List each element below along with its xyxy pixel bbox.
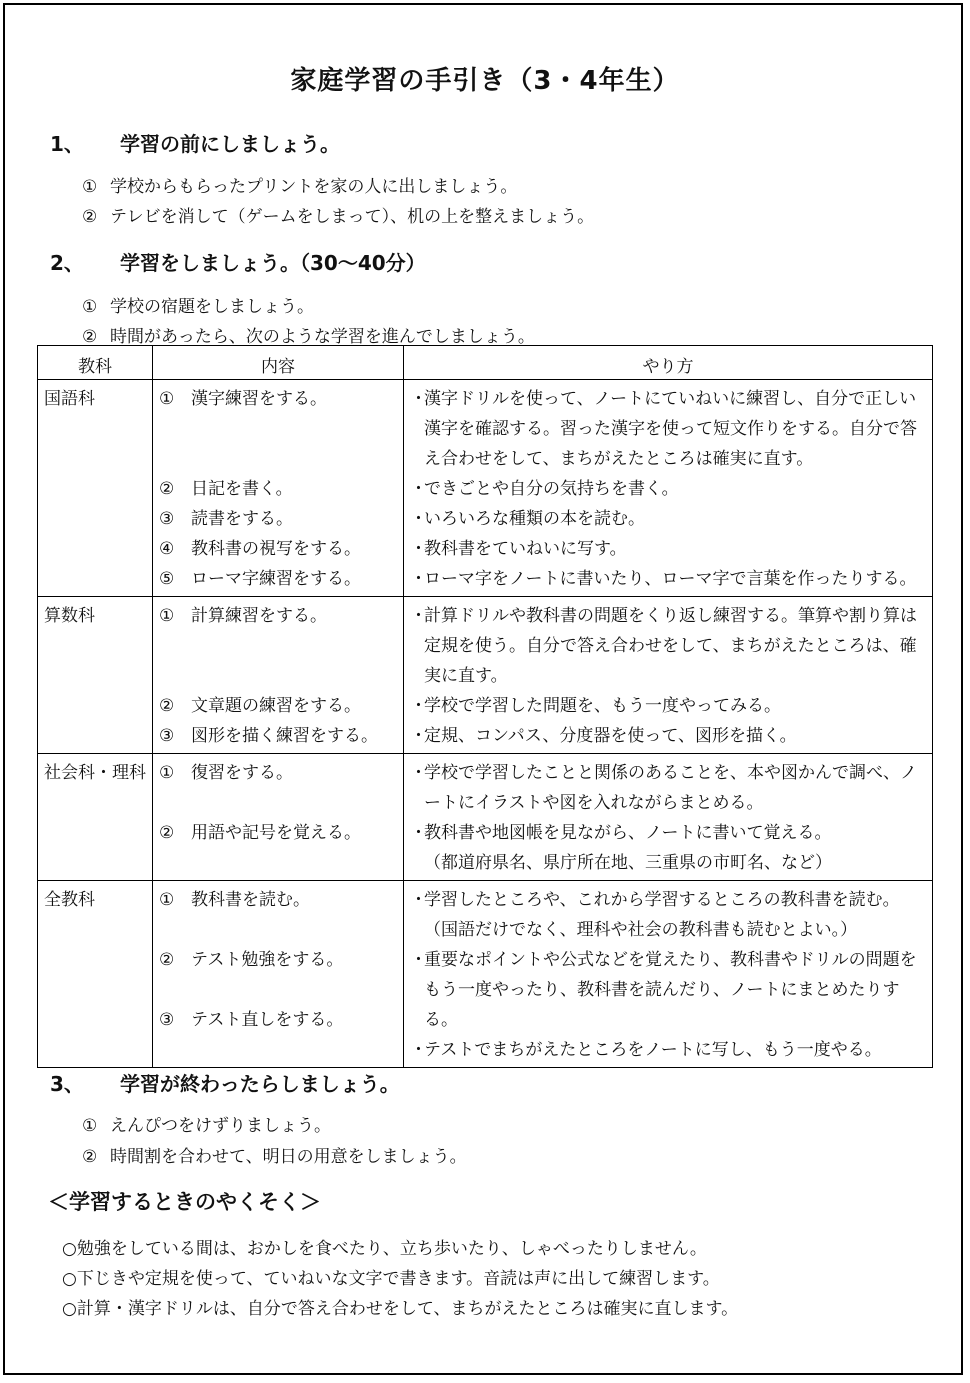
method-item: ・ できごとや自分の気持ちを書く。 <box>410 474 926 504</box>
method-item: ・ 漢字ドリルを使って、ノートにていねいに練習し、自分で正しい漢字を確認する。習った漢字を使って短文作りをする。自分で答え合わせをして、まちがえたところは確実に直す。 <box>410 384 926 474</box>
item-marker: ② <box>82 207 98 227</box>
item-marker: ① <box>82 297 98 317</box>
content-text: 漢字練習をする。 <box>191 389 327 409</box>
method-text: テストでまちがえたところをノートに写し、もう一度やる。 <box>424 1040 882 1060</box>
content-text: 計算練習をする。 <box>191 606 327 626</box>
item-text: テレビを消して（ゲームをしまって）、机の上を整えましょう。 <box>110 207 595 227</box>
list-item <box>82 172 517 197</box>
method-item: ・ 計算ドリルや教科書の問題をくり返し練習する。筆算や割り算は定規を使う。自分で答え合わせをして、まちがえたところは、確実に直す。 <box>410 601 926 691</box>
method-text: ローマ字をノートに書いたり、ローマ字で言葉を作ったりする。 <box>424 569 917 589</box>
table-header-row <box>38 346 933 380</box>
method-text: いろいろな種類の本を読む。 <box>424 509 645 529</box>
section-number: 1、 <box>50 132 84 156</box>
subject-cell: 全教科 <box>38 881 153 1068</box>
item-marker: ⑤ <box>159 569 175 589</box>
section-title: 学習が終わったらしましょう。 <box>120 1072 400 1096</box>
method-text: 学校で学習した問題を、もう一度やってみる。 <box>424 696 781 716</box>
method-text: 計算ドリルや教科書の問題をくり返し練習する。筆算や割り算は定規を使う。自分で答え合わせをして、まちがえたところは、確実に直す。 <box>424 606 917 686</box>
item-marker: ① <box>159 890 175 910</box>
method-item: ・ 学校で学習した問題を、もう一度やってみる。 <box>410 691 926 721</box>
list-item <box>82 322 535 347</box>
content-text: 日記を書く。 <box>191 479 293 499</box>
method-cell <box>404 597 933 754</box>
method-item: ・ 教科書や地図帳を見ながら、ノートに書いて覚える。 <box>410 818 926 848</box>
item-text: えんぴつをけずりましょう。 <box>110 1116 331 1136</box>
method-item: ・ ローマ字をノートに書いたり、ローマ字で言葉を作ったりする。 <box>410 564 926 594</box>
list-item <box>82 292 314 317</box>
content-line <box>159 885 397 915</box>
item-marker: ③ <box>159 1010 175 1030</box>
content-text: テスト勉強をする。 <box>191 950 344 970</box>
item-marker: ② <box>82 327 98 347</box>
content-cell <box>153 380 404 597</box>
item-marker: ② <box>82 1147 98 1167</box>
content-text: 文章題の練習をする。 <box>191 696 361 716</box>
method-cell <box>404 754 933 881</box>
section-title: 学習の前にしましょう。 <box>120 132 340 156</box>
list-item <box>82 1111 331 1136</box>
content-line <box>159 534 397 564</box>
method-item: ・ 定規、コンパス、分度器を使って、図形を描く。 <box>410 721 926 751</box>
header-method: やり方 <box>404 346 933 380</box>
subject-cell: 社会科・理科 <box>38 754 153 881</box>
section-3-heading <box>50 1068 400 1097</box>
promise-item: ○勉強をしている間は、おかしを食べたり、立ち歩いたり、しゃべったりしません。 <box>62 1239 707 1259</box>
method-text: 学習したところや、これから学習するところの教科書を読む。 <box>424 890 900 910</box>
item-marker: ② <box>159 823 175 843</box>
content-text: ローマ字練習をする。 <box>191 569 361 589</box>
content-text: 教科書を読む。 <box>191 890 310 910</box>
content-cell <box>153 754 404 881</box>
method-text: 漢字ドリルを使って、ノートにていねいに練習し、自分で正しい漢字を確認する。習った漢字を使って短文作りをする。自分で答え合わせをして、まちがえたところは確実に直す。 <box>424 389 917 469</box>
method-text: 教科書や地図帳を見ながら、ノートに書いて覚える。 <box>424 823 832 843</box>
method-text: 定規、コンパス、分度器を使って、図形を描く。 <box>424 726 797 746</box>
item-marker: ② <box>159 696 175 716</box>
method-text: 学校で学習したことと関係のあることを、本や図かんで調べ、ノートにイラストや図を入れながらまとめる。 <box>424 763 917 813</box>
content-line <box>159 474 397 504</box>
header-content: 内容 <box>153 346 404 380</box>
table-row <box>38 597 933 754</box>
item-text: 時間があったら、次のような学習を進んでしましょう。 <box>110 327 535 347</box>
method-text: できごとや自分の気持ちを書く。 <box>424 479 679 499</box>
content-line <box>159 601 397 631</box>
subject-cell: 国語科 <box>38 380 153 597</box>
method-cell <box>404 380 933 597</box>
promises-title: ＜学習するときのやくそく＞ <box>48 1190 321 1214</box>
method-item: ・ いろいろな種類の本を読む。 <box>410 504 926 534</box>
content-text: 読書をする。 <box>191 509 293 529</box>
method-note: （都道府県名、県庁所在地、三重県の市町名、など） <box>424 853 832 873</box>
method-item: ・ 学校で学習したことと関係のあることを、本や図かんで調べ、ノートにイラストや図を入れながらまとめる。 <box>410 758 926 818</box>
content-text: 図形を描く練習をする。 <box>191 726 378 746</box>
item-text: 学校の宿題をしましょう。 <box>110 297 314 317</box>
content-line <box>159 721 397 751</box>
list-item <box>82 1142 467 1167</box>
header-subject: 教科 <box>38 346 153 380</box>
method-cell <box>404 881 933 1068</box>
item-text: 時間割を合わせて、明日の用意をしましょう。 <box>110 1147 467 1167</box>
item-marker: ① <box>159 389 175 409</box>
content-line <box>159 818 397 848</box>
item-marker: ① <box>82 177 98 197</box>
method-note: （国語だけでなく、理科や社会の教科書も読むとよい。） <box>424 920 858 940</box>
content-line <box>159 564 397 594</box>
promise-item: ○下じきや定規を使って、ていねいな文字で書きます。音読は声に出して練習します。 <box>62 1269 720 1289</box>
content-line <box>159 945 397 975</box>
content-text: 用語や記号を覚える。 <box>191 823 361 843</box>
section-title: 学習をしましょう。（30～40分） <box>120 251 426 275</box>
item-marker: ② <box>159 479 175 499</box>
method-item: ・ テストでまちがえたところをノートに写し、もう一度やる。 <box>410 1035 926 1065</box>
item-marker: ① <box>159 606 175 626</box>
item-marker: ② <box>159 950 175 970</box>
method-item: ・ 教科書をていねいに写す。 <box>410 534 926 564</box>
content-line <box>159 758 397 788</box>
table-row <box>38 754 933 881</box>
list-item <box>82 202 594 227</box>
content-cell <box>153 597 404 754</box>
item-text: 学校からもらったプリントを家の人に出しましょう。 <box>110 177 518 197</box>
page-title: 家庭学習の手引き（3・4年生） <box>290 66 680 96</box>
content-line <box>159 504 397 534</box>
item-marker: ① <box>82 1116 98 1136</box>
content-line <box>159 384 397 414</box>
table-row <box>38 380 933 597</box>
item-marker: ① <box>159 763 175 783</box>
content-text: テスト直しをする。 <box>191 1010 344 1030</box>
content-text: 教科書の視写をする。 <box>191 539 361 559</box>
section-2-heading <box>50 247 426 276</box>
method-text: 重要なポイントや公式などを覚えたり、教科書やドリルの問題をもう一度やったり、教科書を読んだり、ノートにまとめたりする。 <box>424 950 917 1030</box>
item-marker: ③ <box>159 726 175 746</box>
method-item: ・ 学習したところや、これから学習するところの教科書を読む。 <box>410 885 926 915</box>
section-1-heading <box>50 128 340 157</box>
item-marker: ③ <box>159 509 175 529</box>
item-marker: ④ <box>159 539 175 559</box>
content-text: 復習をする。 <box>191 763 293 783</box>
section-number: 2、 <box>50 251 84 275</box>
content-line <box>159 691 397 721</box>
promise-item: ○計算・漢字ドリルは、自分で答え合わせをして、まちがえたところは確実に直します。 <box>62 1299 739 1319</box>
content-line <box>159 1005 397 1035</box>
section-number: 3、 <box>50 1072 84 1096</box>
method-text: 教科書をていねいに写す。 <box>424 539 627 559</box>
subject-cell: 算数科 <box>38 597 153 754</box>
content-cell <box>153 881 404 1068</box>
study-guide-table <box>37 345 933 1068</box>
table-row <box>38 881 933 1068</box>
method-item: ・ 重要なポイントや公式などを覚えたり、教科書やドリルの問題をもう一度やったり、教科書を読んだり、ノートにまとめたりする。 <box>410 945 926 1035</box>
